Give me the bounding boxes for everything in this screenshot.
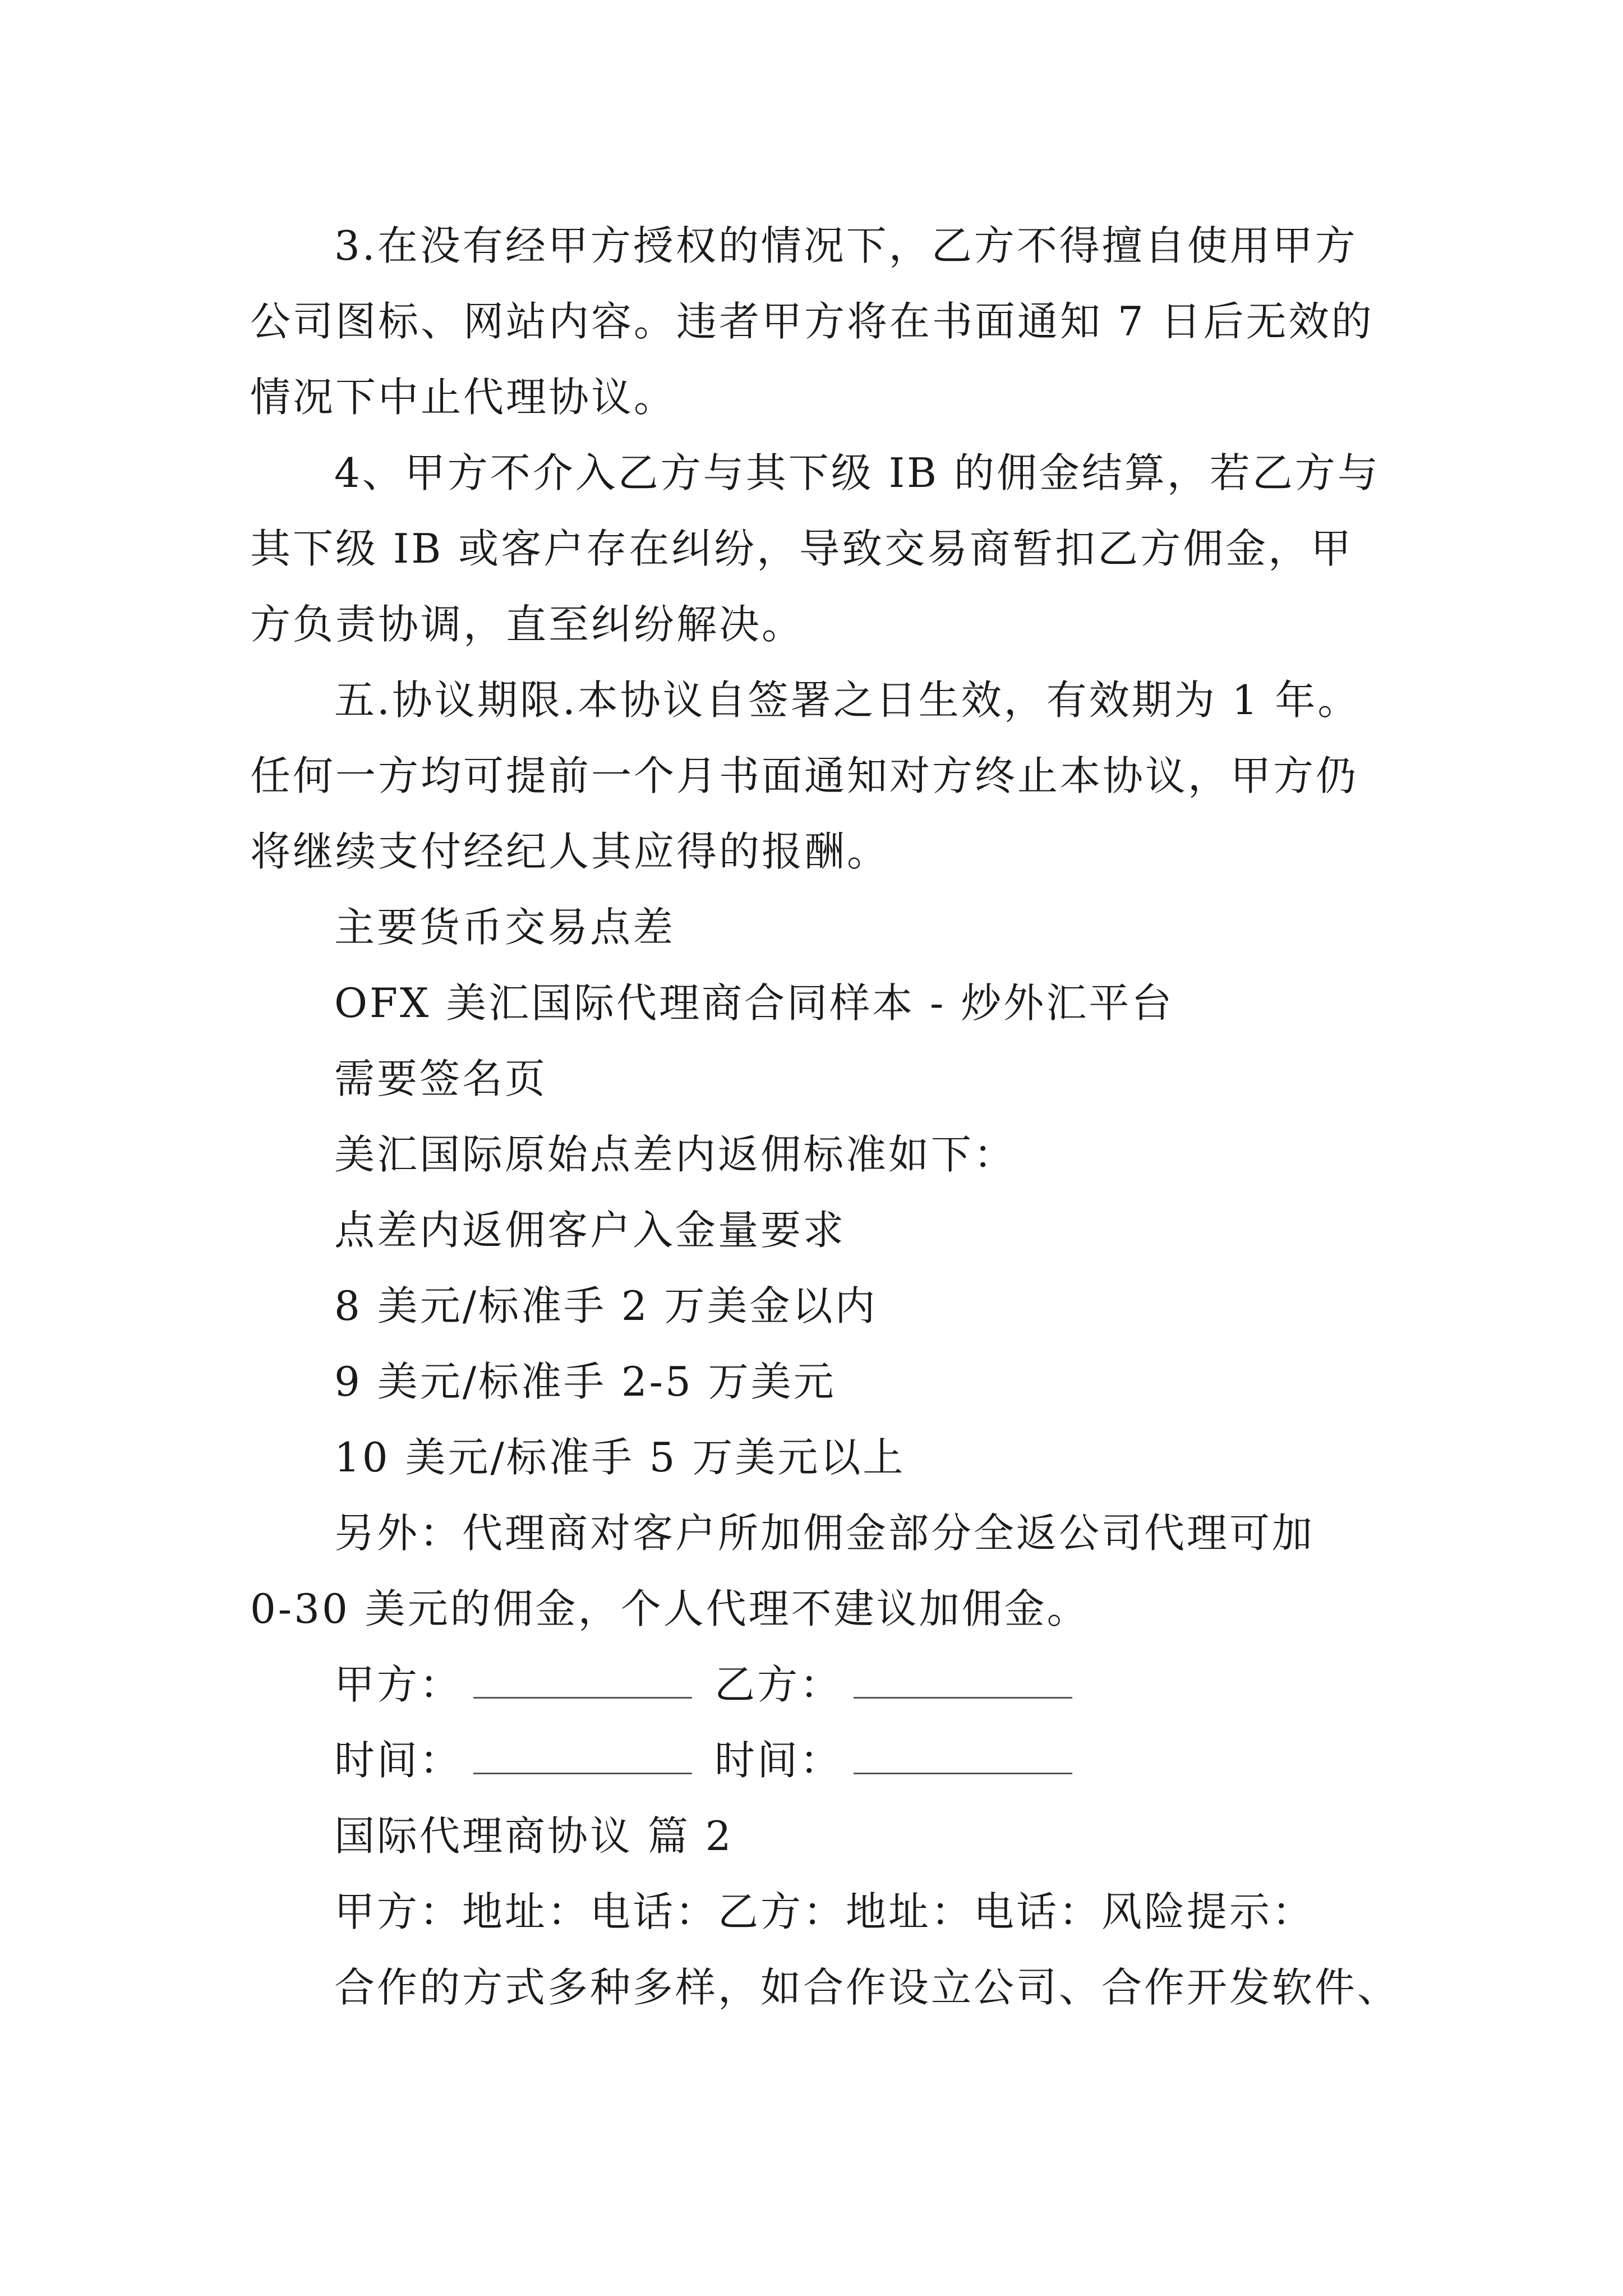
cooperation-line: 合作的方式多种多样，如合作设立公司、合作开发软件、 <box>334 1964 1400 2011</box>
paragraph-3-line-1: 3.在没有经甲方授权的情况下，乙方不得擅自使用甲方 <box>334 222 1358 269</box>
paragraph-term-line-1: 五.协议期限.本协议自签署之日生效，有效期为 1 年。 <box>334 677 1361 724</box>
time-b-blank[interactable] <box>854 1739 1072 1774</box>
paragraph-4-line-1: 4、甲方不介入乙方与其下级 IB 的佣金结算，若乙方与 <box>334 449 1380 496</box>
paragraph-3-line-3: 情况下中止代理协议。 <box>250 374 677 421</box>
spread-heading: 主要货币交易点差 <box>334 904 676 951</box>
time-a-blank[interactable] <box>473 1739 692 1774</box>
paragraph-4-line-3: 方负责协调，直至纠纷解决。 <box>250 601 805 648</box>
extra-note-line-1: 另外：代理商对客户所加佣金部分全返公司代理可加 <box>334 1510 1315 1557</box>
rebate-standard-intro: 美汇国际原始点差内返佣标准如下： <box>334 1131 1017 1178</box>
paragraph-term-line-2: 任何一方均可提前一个月书面通知对方终止本协议，甲方仍 <box>250 752 1359 799</box>
paragraph-3-line-2: 公司图标、网站内容。违者甲方将在书面通知 7 日后无效的 <box>250 298 1374 345</box>
party-a-label: 甲方： <box>334 1661 463 1708</box>
signature-row <box>334 1657 1095 1713</box>
extra-note-line-2: 0-30 美元的佣金，个人代理不建议加佣金。 <box>250 1585 1090 1632</box>
contract-sample-title: OFX 美汇国际代理商合同样本 - 炒外汇平台 <box>334 979 1174 1027</box>
time-b-label: 时间： <box>714 1737 843 1784</box>
rebate-tier-3: 10 美元/标准手 5 万美元以上 <box>334 1434 906 1481</box>
time-a-label: 时间： <box>334 1737 463 1784</box>
rebate-tier-1: 8 美元/标准手 2 万美金以内 <box>334 1282 878 1329</box>
section-title: 国际代理商协议 篇 2 <box>334 1812 734 1860</box>
rebate-tier-2: 9 美元/标准手 2-5 万美元 <box>334 1358 836 1405</box>
party-a-signature-blank[interactable] <box>473 1663 692 1699</box>
rebate-table-header: 点差内返佣客户入金量要求 <box>334 1207 846 1254</box>
paragraph-4-line-2: 其下级 IB 或客户存在纠纷，导致交易商暂扣乙方佣金，甲 <box>250 525 1354 572</box>
signature-page-note: 需要签名页 <box>334 1055 548 1102</box>
paragraph-term-line-3: 将继续支付经纪人其应得的报酬。 <box>250 828 890 875</box>
party-b-label: 乙方： <box>714 1661 843 1708</box>
parties-line: 甲方：地址：电话：乙方：地址：电话：风险提示： <box>334 1888 1315 1935</box>
date-row <box>334 1732 1095 1788</box>
party-b-signature-blank[interactable] <box>854 1663 1072 1699</box>
